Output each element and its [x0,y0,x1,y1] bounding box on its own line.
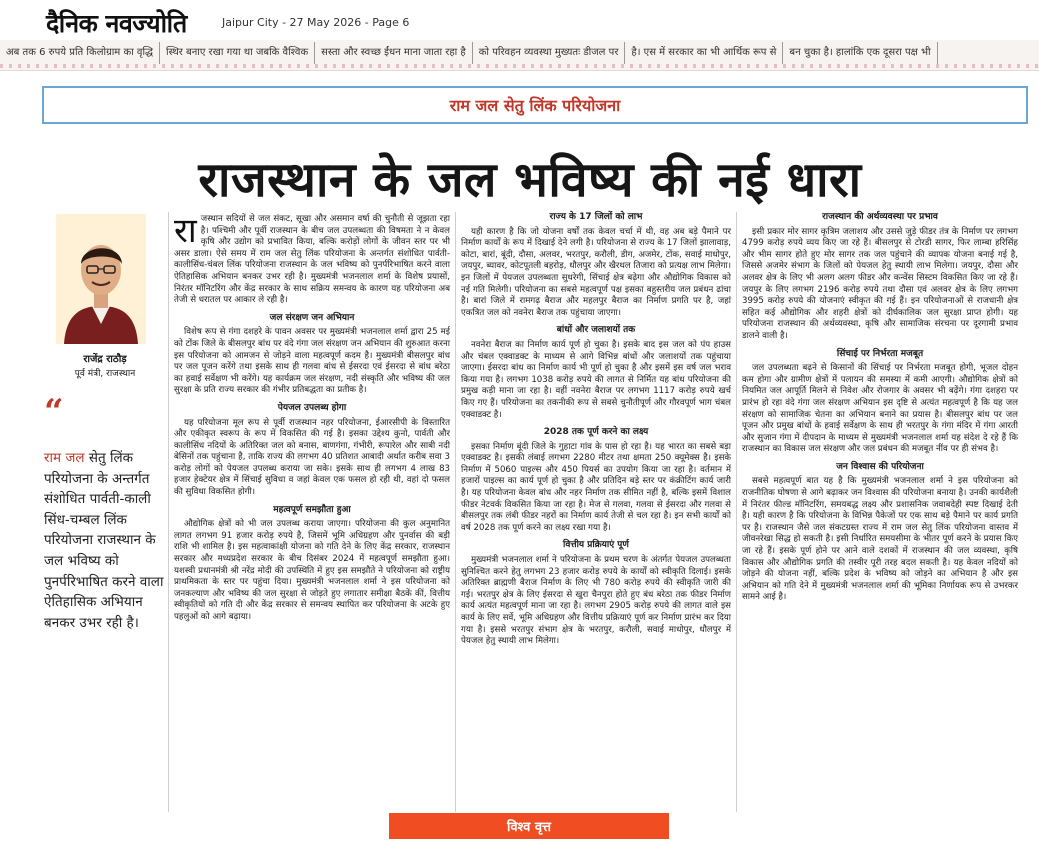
article-column-2 [461,212,731,648]
article-paragraph: यही कारण है कि जो योजना वर्षों तक केवल चर्चा में थी, वह अब बड़े पैमाने पर निर्माण कार्यों के रूप में दिखाई देने लगी है। परियोजना से राज्य के 17 जिलों झालावाड़, कोटा, बारां, बूंदी, दौसा, अलवर, भरतपुर, करौली, डीग, अजमेर, टोंक, सवाई माधोपुर, जयपुर, ब्यावर, कोटपूतली बहरोड़, धौलपुर और खैरथल तिजारा को प्रत्यक्ष लाभ मिलेगा। इन जिलों में पेयजल उपलब्धता सुधरेगी, सिंचाई क्षेत्र बढ़ेगा और औद्योगिक विकास को नई गति मिलेगी। परियोजना का सबसे महत्वपूर्ण पक्ष इसका बहुस्तरीय जल प्रबंधन ढांचा है। बारां जिले में रामगढ़ बैराज और महलपुर बैराज का निर्माण प्रगति पर है, जहां एकत्रित जल को नवनेरा बैराज तक पहुंचाया जाएगा। [461,226,731,318]
article-paragraph: यह परियोजना मूल रूप से पूर्वी राजस्थान नहर परियोजना, ईआरसीपी के विस्तारित और एकीकृत स्वरूप के रूप में विकसित की गई है। इसका उद्देश्य कुनो, पार्वती और कालीसिंध नदियों के अतिरिक्त जल को बनास, बाणगंगा, गंभीरी, रूपारेल और साबी नदी बेसिनों तक पहुंचाना है, ताकि राज्य की लगभग 40 प्रतिशत आबादी अर्थात करीब सवा 3 करोड़ लोगों को पेयजल उपलब्ध कराया जा सके। इसके साथ ही लगभग 4 लाख 83 हजार हेक्टेयर क्षेत्र में सिंचाई सुविधा व जहां केवल एक फसल हो रही थी, वहां दो फसल की सुविधा विकसित होगी। [174,417,450,498]
article-column-3 [742,212,1018,604]
newspaper-logo: दैनिक नवज्योति [46,9,187,38]
article-paragraph: विशेष रूप से गंगा दशहरे के पावन अवसर पर मुख्यमंत्री भजनलाल शर्मा द्वारा 25 मई को टोंक जिले के बीसलपुर बांध पर वंदे गंगा जल संरक्षण जन अभियान की शुरुआत करना इस परियोजना को आमजन से जोड़ने वाला महत्वपूर्ण कदम है। मुख्यमंत्री बीसलपुर बांध पर जल पूजन करेंगे तथा इसके साथ ही गलवा बांध से ईसरदा एवं ईसरदा से बांध बरेठा का हवाई सर्वेक्षण भी करेंगे। यह कार्यक्रम जल संरक्षण, नदी संस्कृति और भविष्य की जल सुरक्षा के प्रति राज्य सरकार की गंभीर प्रतिबद्धता का प्रतीक है। [174,327,450,396]
author-photo [56,214,146,344]
ticker-item[interactable]: बन चुका है। हालांकि एक दूसरा पक्ष भी [783,42,937,64]
author-name: राजेंद्र राठौड़ [83,354,127,365]
article-paragraph: औद्योगिक क्षेत्रों को भी जल उपलब्ध कराया जाएगा। परियोजना की कुल अनुमानित लागत लगभग 91 हजार करोड़ रुपये है, जिसमें भूमि अधिग्रहण और पुनर्वास की बड़ी राशि भी शामिल है। इस महत्वाकांक्षी योजना को गति देने के लिए केंद्र सरकार, राजस्थान सरकार और मध्यप्रदेश सरकार के बीच दिसंबर 2024 में महत्वपूर्ण समझौता हुआ। यशस्वी प्रधानमंत्री श्री नरेंद्र मोदी की उपस्थिति में हुए इस समझौते ने परियोजना को राष्ट्रीय प्राथमिकता के स्तर पर पहुंचा दिया। मुख्यमंत्री भजनलाल शर्मा ने इस परियोजना को जनकल्याण और भविष्य की जल सुरक्षा से जोड़ते हुए लगातार समीक्षा बैठकें कीं, वित्तीय स्वीकृतियों को गति दी और केंद्र सरकार से समन्वय स्थापित कर परियोजना के अटके हुए पहलुओं को आगे बढ़ाया। [174,519,450,622]
article-column-1 [174,211,450,624]
column-rule [168,212,169,812]
section-footer-label[interactable]: विश्व वृत्त [506,820,552,835]
ticker-item[interactable]: अब तक 6 रुपये प्रति किलोग्राम का वृद्धि [0,42,160,64]
ticker-item[interactable]: है। एस में सरकार का भी आर्थिक रूप से [625,42,783,64]
ticker-item[interactable]: को परिवहन व्यवस्था मुख्यतः डीजल पर [473,42,626,64]
section-subheading: राज्य के 17 जिलों को लाभ [549,212,643,222]
masthead [0,0,1039,40]
quote-mark-icon: “ [44,392,62,432]
section-subheading: राजस्थान की अर्थव्यवस्था पर प्रभाव [822,212,938,222]
column-rule [455,212,456,812]
section-subheading: सिंचाई पर निर्भरता मजबूत [836,348,924,359]
article-paragraph: इसका निर्माण बूंदी जिले के गुहाटा गांव के पास हो रहा है। यह भारत का सबसे बड़ा एक्वाडक्ट है। इसकी लंबाई लगभग 2280 मीटर तथा क्षमता 250 क्यूमेक्स है। इसके निर्माण में 5060 पाइल्स और 450 पियर्स का उपयोग किया जा रहा है। वर्तमान में हजारों पाइल्स का कार्य पूर्ण हो चुका है और प्रतिदिन बड़े स्तर पर कंक्रीटिंग कार्य जारी है। यह परियोजना केवल बांध और नहर निर्माण तक सीमित नहीं है, बल्कि इसमें विशाल फीडर नेटवर्क विकसित किया जा रहा है। मेज से गलवा, गलवा से ईसरदा और गलवा से बीसलपुर तक लंबी फीडर नहरों का निर्माण कार्य तेजी से चल रहा है। इन सभी कार्यों को वर्ष 2028 तक पूर्ण करने का लक्ष्य रखा गया है। [461,441,731,533]
column-rule [736,212,737,812]
article-paragraph: जल उपलब्धता बढ़ने से किसानों की सिंचाई पर निर्भरता मजबूत होगी, भूजल दोहन कम होगा और ग्रामीण क्षेत्रों में पलायन की समस्या में कमी आएगी। औद्योगिक क्षेत्रों को नियमित जल आपूर्ति मिलने से निवेश और रोजगार के अवसर भी बढ़ेंगे। गंगा दशहरा पर प्रारंभ हो रहा वंदे गंगा जल संरक्षण अभियान इस दृष्टि से अत्यंत महत्वपूर्ण है कि यह जल संरक्षण को सामाजिक चेतना का अभियान बनाने का प्रयास है। बीसलपुर बांध पर जल पूजन और प्रमुख बांधों के हवाई सर्वेक्षण के साथ ही भरतपुर के गंगा मंदिर में गंगा आरती और सुजान गंगा में दीपदान के माध्यम से मुख्यमंत्री भजनलाल शर्मा यह संदेश दे रहे हैं कि राजस्थान का विकास जल संरक्षण और जल प्रबंधन की मजबूत नींव पर ही संभव है। [742,363,1018,455]
pull-quote-highlight: राम जल [44,450,85,466]
author-role: पूर्व मंत्री, राजस्थान [74,369,136,379]
article-paragraph: मुख्यमंत्री भजनलाल शर्मा ने परियोजना के प्रथम चरण के अंतर्गत पेयजल उपलब्धता सुनिश्चित करने हेतु लगभग 23 हजार करोड़ रुपये के कार्यों को स्वीकृति दिलाई। इसके अतिरिक्त ब्राह्मणी बैराज निर्माण के लिए भी 780 करोड़ रुपये की स्वीकृति जारी की गई। भरतपुर क्षेत्र के लिए ईसरदा से खुरा चैनपुरा होते हुए बंध बरेठा तक फीडर निर्माण कार्य अत्यंत महत्वपूर्ण माना जा रहा है। लगभग 2905 करोड़ रुपये की लागत वाले इस कार्य के लिए सर्वे, भूमि अधिग्रहण और वित्तीय प्रक्रियाएं पूर्ण कर निर्माण प्रारंभ कर दिया गया है। इससे भरतपुर संभाग क्षेत्र के भरतपुर, करौली, सवाई माधोपुर, धौलपुर में पेयजल हेतु स्थायी लाभ मिलेगा। [461,555,731,647]
edition-info: Jaipur City - 27 May 2026 - Page 6 [222,16,410,29]
ticker-item[interactable]: स्थिर बनाए रखा गया था जबकि वैश्विक [160,42,315,64]
article-kicker: राम जल सेतु लिंक परियोजना [449,96,621,115]
dropcap: रा [174,211,197,251]
section-subheading: बांधों और जलाशयों तक [556,325,636,336]
section-subheading: 2028 तक पूर्ण करने का लक्ष्य [543,427,649,438]
news-ticker [0,40,1039,71]
ticker-divider [0,64,1039,68]
article-paragraph: जस्थान सदियों से जल संकट, सूखा और असमान वर्षा की चुनौती से जूझता रहा है। पश्चिमी और पूर्वी राजस्थान के बीच जल उपलब्धता की विषमता ने न केवल कृषि और उद्योग को प्रभावित किया, बल्कि करोड़ों लोगों के जीवन स्तर पर भी असर डाला। ऐसे समय में राम जल सेतु लिंक परियोजना के अन्तर्गत संशोधित पार्वती-कालीसिंध-चंबल लिंक परियोजना राजस्थान के जल भविष्य को पुनर्परिभाषित करने वाला ऐतिहासिक अभियान बनकर उभर रही है। मुख्यमंत्री भजनलाल शर्मा के विशेष प्रयासों, निरंतर मॉनिटरिंग और केंद्र सरकार के साथ सक्रिय समन्वय के कारण यह परियोजना अब तेजी से धरातल पर आकार ले रही है। [174,214,450,306]
article-paragraph: इसी प्रकार मोर सागर कृत्रिम जलाशय और उससे जुड़े फीडर तंत्र के निर्माण पर लगभग 4799 करोड़ रुपये व्यय किए जा रहे हैं। बीसलपुर से टोरडी सागर, फिर लाम्बा हरिसिंह और भीम सागर होते हुए मोर सागर तक जल पहुंचाने की व्यापक योजना बनाई गई है, जिससे अजमेर संभाग के जिलों को पेयजल हेतु स्थायी लाभ मिलेगा। जयपुर, दौसा और अलवर क्षेत्र के लिए भी अलग अलग फीडर और कन्वेंस सिस्टम विकसित किए जा रहे हैं। जयपुर के लिए लगभग 2196 करोड़ रुपये तथा दौसा एवं अलवर क्षेत्र के लिए लगभग 3995 करोड़ रुपये की योजनाएं स्वीकृत की गई हैं। इन परियोजनाओं से राजधानी क्षेत्र सहित कई औद्योगिक और शहरी क्षेत्रों को दीर्घकालिक जल सुरक्षा प्राप्त होगी। यह परियोजना राजस्थान की अर्थव्यवस्था, कृषि और सामाजिक संरचना पर दूरगामी प्रभाव डालने वाली है। [742,226,1018,341]
section-subheading: जन विश्वास की परियोजना [836,461,924,472]
section-subheading: पेयजल उपलब्ध होगा [277,402,347,413]
section-subheading: वित्तीय प्रक्रियाएं पूर्ण [563,540,629,551]
article-paragraph: सबसे महत्वपूर्ण बात यह है कि मुख्यमंत्री भजनलाल शर्मा ने इस परियोजना को राजनीतिक घोषणा से आगे बढ़ाकर जन विश्वास की परियोजना बनाया है। उनकी कार्यशैली में निरंतर फील्ड मॉनिटरिंग, समयबद्ध लक्ष्य और प्रशासनिक जवाबदेही स्पष्ट दिखाई देती है। यही कारण है कि परियोजना के विभिन्न पैकेजों पर एक साथ बड़े पैमाने पर कार्य प्रगति पर है। राजस्थान जैसे जल संकटग्रस्त राज्य में राम जल सेतु लिंक परियोजना वास्तव में जीवनरेखा सिद्ध हो सकती है। इसी निर्धारित समयसीमा के भीतर पूर्ण करने के प्रयास किए जा रहे हैं। इसके पूर्ण होने पर आने वाले दशकों में राजस्थान की जल व्यवस्था, कृषि विकास और औद्योगिक प्रगति की तस्वीर पूरी तरह बदल सकती है। यह केवल नदियों को जोड़ने की योजना नहीं, बल्कि प्रदेश के भविष्य को जोड़ने का अभियान है और इस अभियान को गति देने में मुख्यमंत्री भजनलाल शर्मा की भूमिका निर्णायक रूप से उभरकर सामने आई है। [742,476,1018,603]
section-subheading: महत्वपूर्ण समझौता हुआ [273,504,351,515]
article-headline: राजस्थान के जल भविष्य की नई धारा [198,152,862,208]
article-paragraph: नवनेरा बैराज का निर्माण कार्य पूर्ण हो चुका है। इसके बाद इस जल को पंप हाउस और चंबल एक्वाडक्ट के माध्यम से आगे विभिन्न बांधों और जलाशयों तक पहुंचाया जाएगा। ईसरदा बांध का निर्माण कार्य भी पूर्ण हो चुका है और इसमें इस वर्ष जल भराव किया गया है। लगभग 1038 करोड़ रुपये की लागत से निर्मित यह बांध परियोजना की प्रमुख कड़ी माना जा रहा है। वहीं नवनेरा बैराज पर लगभग 1117 करोड़ रुपये खर्च किए गए हैं। परियोजना का तकनीकी रूप से सबसे चुनौतीपूर्ण और गौरवपूर्ण भाग चंबल एक्वाडक्ट है। [461,339,731,420]
section-subheading: जल संरक्षण जन अभियान [269,312,355,323]
pull-quote-text: सेतु लिंक परियोजना के अन्तर्गत संशोधित पार्वती-काली सिंध-चम्बल लिंक परियोजना राजस्थान के जल भविष्य को पुनर्परिभाषित करने वाला ऐतिहासिक अभियान बनकर उभर रही है। [44,450,164,631]
kicker-box [42,86,1028,124]
ticker-item[interactable]: सस्ता और स्वच्छ ईंधन माना जाता रहा है [315,42,473,64]
pull-quote [44,448,166,633]
